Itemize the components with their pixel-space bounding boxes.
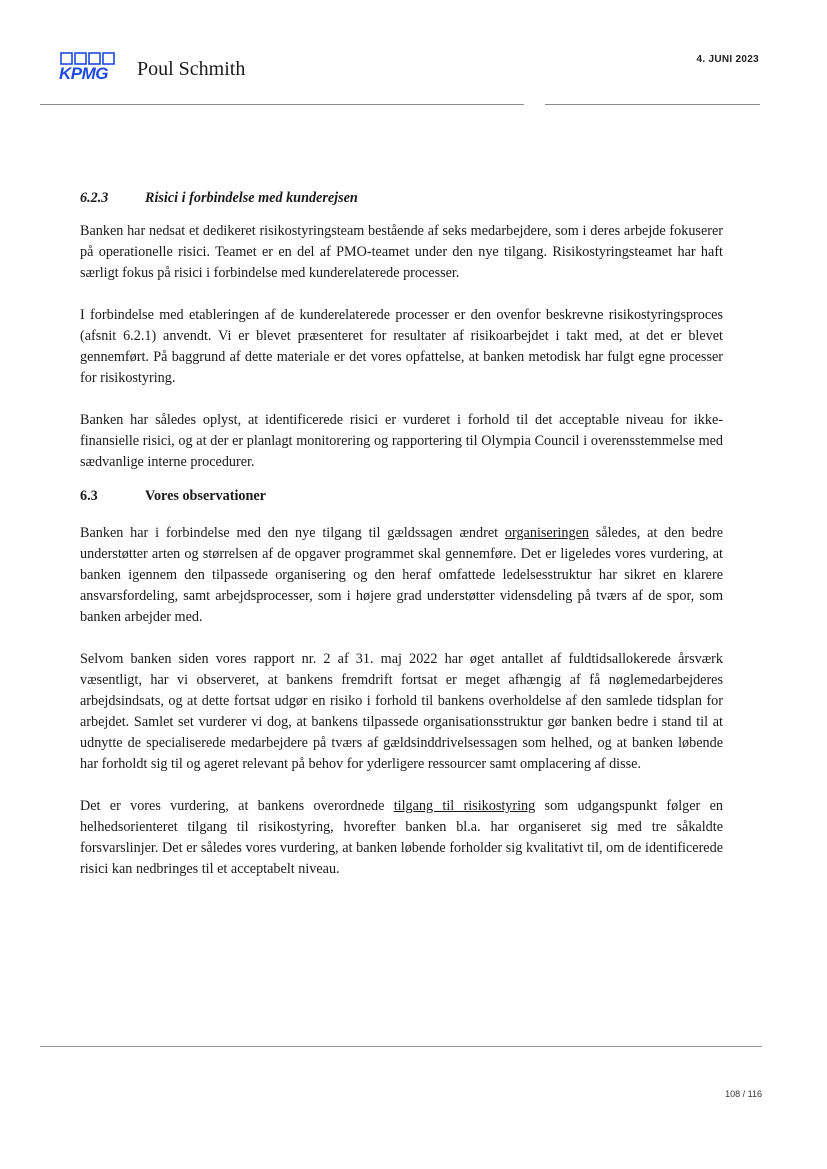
section-title: Risici i forbindelse med kunderejsen: [145, 190, 358, 206]
paragraph: [80, 796, 723, 880]
underlined-term: organiseringen: [504, 525, 589, 541]
header-date: 4. JUNI 2023: [696, 54, 759, 65]
underlined-term: tilgang til risikostyring: [393, 798, 536, 814]
section-number: 6.2.3: [80, 190, 109, 206]
text-run: således, at den bedre understøtter arten og størrelsen af de opgaver programmet skal gennemføre. Det er ligeledes vores vurdering, at banken igennem den tilpassede organisering og den heraf omfattede ledelsesstruktur har sikret en klarere ansvarsfordeling, samt arbejdsprocesser, som i højere grad understøtter vidensdeling på tværs af de spor, som banken arbejder med.: [80, 525, 723, 625]
section-heading-6-3: [80, 488, 723, 505]
text-run: Banken har i forbindelse med den nye tilgang til gældssagen ændret: [80, 525, 505, 541]
firm-name: Poul Schmith: [137, 58, 246, 80]
paragraph: Selvom banken siden vores rapport nr. 2 af 31. maj 2022 har øget antallet af fuldtidsallokerede årsværk væsentligt, har vi observeret, at bankens fremdrift fortsat er meget afhængig af få nøglemedarbejderes arbejdsindsats, og at dette fortsat udgør en risiko i forhold til bankens overholdelse af den samlede tidsplan for arbejdet. Samlet set vurderer vi dog, at bankens tilpassede organisationsstruktur gør banken bedre i stand til at udnytte de specialiserede medarbejdere på tværs af gældsinddrivelsessagen som helhed, og at banken løbende har forholdt sig til og ageret relevant på behov for yderligere ressourcer samt omplacering af disse.: [80, 651, 723, 772]
section-title: Vores observationer: [145, 488, 266, 504]
footer-rule: [40, 1046, 762, 1047]
page-number: 108 / 116: [725, 1089, 762, 1099]
paragraph: [80, 523, 723, 628]
text-run: Det er vores vurdering, at bankens overordnede: [80, 798, 394, 814]
header-rule-right: [545, 104, 760, 105]
paragraph: Banken har nedsat et dedikeret risikostyringsteam bestående af seks medarbejdere, som i deres arbejde fokuserer på operationelle risici. Teamet er en del af PMO-teamet under den nye tilgang. Risikostyringsteamet har haft særligt fokus på risici i forbindelse med kunderelaterede processer.: [80, 223, 723, 281]
document-body: [80, 190, 723, 901]
kpmg-logo: [58, 52, 120, 82]
section-heading-6-2-3: [80, 190, 723, 207]
header-rule-left: [40, 104, 524, 105]
paragraph: I forbindelse med etableringen af de kunderelaterede processer er den ovenfor beskrevne risikostyringsproces (afsnit 6.2.1) anvendt. Vi er blevet præsenteret for resultater af risikoarbejdet i takt med, at det er blevet gennemført. På baggrund af dette materiale er det vores opfattelse, at banken metodisk har fulgt egne processer for risikostyring.: [80, 307, 723, 386]
paragraph: Banken har således oplyst, at identificerede risici er vurderet i forhold til det acceptable niveau for ikke-finansielle risici, og at der er planlagt monitorering og rapportering til Olympia Council i overensstemmelse med sædvanlige interne procedurer.: [80, 412, 723, 470]
svg-text:KPMG: KPMG: [59, 64, 108, 82]
section-number: 6.3: [80, 488, 98, 504]
text-run: som udgangspunkt følger en helhedsorienteret tilgang til risikostyring, hvorefter banken bl.a. har organiseret sig med tre såkaldte forsvarslinjer. Det er således vores vurdering, at banken løbende forholder sig kvalitativt til, om de identificerede risici kan nedbringes til et acceptabelt niveau.: [80, 798, 723, 877]
